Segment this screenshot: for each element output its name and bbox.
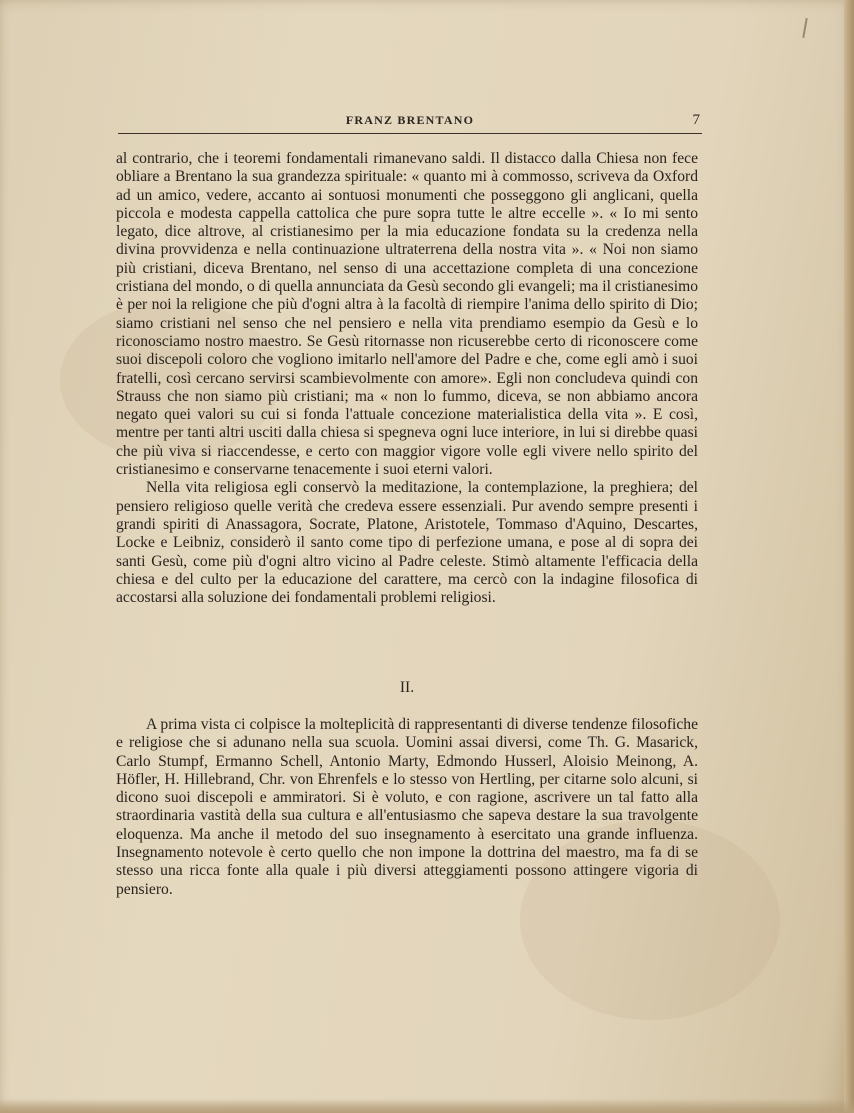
- section-heading: II.: [399, 679, 415, 696]
- paragraph: al contrario, che i teoremi fondamentali rimanevano saldi. Il distacco dalla Chiesa non fece obliare a Brentano la sua grandezza spirituale: « quanto mi à commosso, scriveva da Oxford ad un amico, vedere, accanto ai sontuosi monumenti che posseggono gli anglicani, quella piccola e modesta cappella cattolica che pure sopra tutte le altre eccelle ». « Io mi sento legato, dice altrove, al cristianesimo per la mia educazione fondata su la credenza nella divina provvidenza e nella continuazione ultraterrena della nostra vita ». « Noi non siamo più cristiani, diceva Brentano, nel senso di una accettazione completa di una concezione cristiana del mondo, o di quella annunciata da Gesù secondo gli evangeli; ma il cristianesimo è per noi la religione che più d'ogni altra à la facoltà di riempire l'anima dello spirito di Dio; siamo cristiani nel senso che nel pensiero e nella vita prendiamo esempio da Gesù e lo riconosciamo nostro maestro. Se Gesù ritornasse non ricuserebbe certo di riconoscere come suoi discepoli coloro che vogliono imitarlo nell'amore del Padre e che, come egli amò i suoi fratelli, così cercano servirsi scambievolmente con amore». Egli non concludeva quindi con Strauss che non siamo più cristiani; ma « non lo fummo, diceva, se non abbiamo ancora negato quei valori su cui si fonda l'attuale concezione materialistica della vita ». E così, mentre per tanti altri usciti dalla chiesa si spegneva ogni luce interiore, in lui si direbbe quasi che più viva si riaccendesse, e certo con maggior vigore volle egli vivere nello spirito del cristianesimo e conservarne tenacemente i suoi eterni valori.: [116, 150, 698, 479]
- section-2-text: [116, 716, 698, 899]
- page-edge-bottom: [0, 1099, 854, 1113]
- paragraph: A prima vista ci colpisce la molteplicità di rappresentanti di diverse tendenze filosofiche e religiose che si adunano nella sua scuola. Uomini assai diversi, come Th. G. Masarick, Carlo Stumpf, Ermanno Schell, Antonio Marty, Edmondo Husserl, Aloisio Meinong, A. Höfler, H. Hillebrand, Chr. von Ehrenfels e lo stesso von Hertling, per citarne solo alcuni, si dicono suoi discepoli e ammiratori. Si è voluto, e con ragione, ascrivere un tal fatto alla straordinaria vastità della sua cultura e all'entusiasmo che sapeva destare la sua travolgente eloquenza. Ma anche il metodo del suo insegnamento à esercitato una grande influenza. Insegnamento notevole è certo quello che non impone la dottrina del maestro, ma fa di se stesso una ricca fonte alla quale i più diversi atteggiamenti possono attingere vigoria di pensiero.: [116, 716, 698, 898]
- section-1-text: [116, 150, 698, 607]
- page-edge-right: [844, 0, 854, 1113]
- header-rule: [118, 133, 702, 134]
- paragraph: Nella vita religiosa egli conservò la meditazione, la contemplazione, la preghiera; del pensiero religioso quelle verità che credeva essere essenziali. Pur avendo sempre presenti i grandi spiriti di Anassagora, Socrate, Platone, Aristotele, Tommaso d'Aquino, Descartes, Locke e Leibniz, considerò il santo come tipo di perfezione umana, e pose al di sopra dei santi Gesù, come più d'ogni altro vicino al Padre celeste. Stimò altamente l'efficacia della chiesa e del culto per la educazione del carattere, ma cercò con la indagine filosofica di accostarsi alla soluzione dei fondamentali problemi religiosi.: [116, 479, 698, 607]
- running-title: FRANZ BRENTANO: [345, 113, 475, 127]
- running-head: [118, 111, 702, 133]
- page-number: 7: [692, 112, 700, 128]
- pencil-mark: [802, 18, 807, 38]
